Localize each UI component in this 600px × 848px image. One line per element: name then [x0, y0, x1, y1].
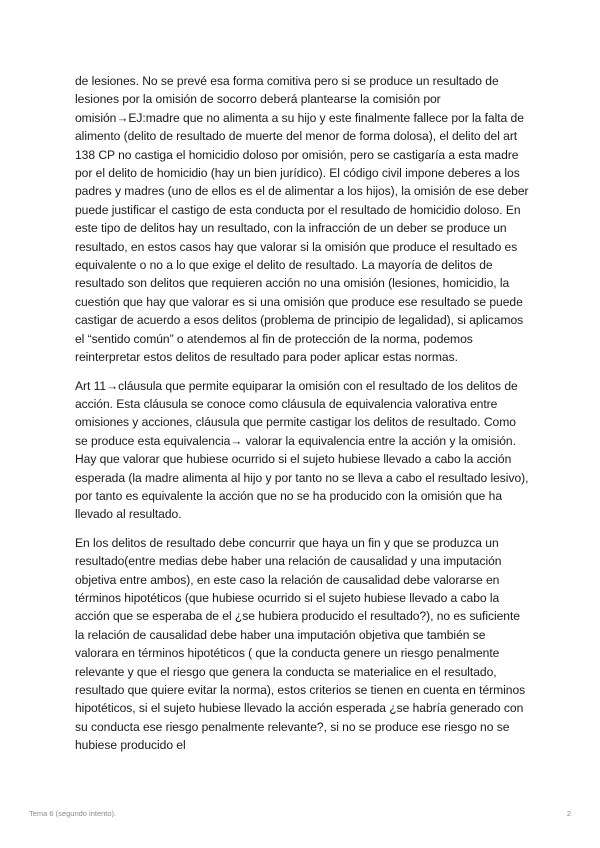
- paragraph: Art 11→cláusula que permite equiparar la omisión con el resultado de los delitos de acción. Esta cláusula se conoce como cláusula de equivalencia valorativa entre omisiones y acciones, cláusula que permite castigar los delitos de resultado. Como se produce esta equivalencia→ valorar la equivalencia entre la acción y la omisión. Hay que valorar que hubiese ocurrido si el sujeto hubiese llevado a cabo la acción esperada (la madre alimenta al hijo y por tanto no se lleva a cabo el resultado lesivo), por tanto es equivalente la acción que no se ha producido con la omisión que ha llevado al resultado.: [75, 378, 529, 522]
- footer-document-title: Tema 6 (segundo intento).: [29, 809, 117, 818]
- paragraph: En los delitos de resultado debe concurrir que haya un fin y que se produzca un resultado(entre medias debe haber una relación de causalidad y una imputación objetiva entre ambos), en este caso la relación de causalidad debe valorarse en términos hipotéticos (que hubiese ocurrido si el sujeto hubiese llevado a cabo la acción que se esperaba de el ¿se hubiera producido el resultado?), no es suficiente la relación de causalidad debe haber una imputación objetiva que también se valorara en términos hipotéticos ( que la conducta genere un riesgo penalmente relevante y que el riesgo que genera la conducta se materialice en el resultado, resultado que quiere evitar la norma), estos criterios se tienen en cuenta en términos hipotéticos, si el sujeto hubiese llevado la acción esperada ¿se habría generado con su conducta ese riesgo penalmente relevante?, si no se produce ese riesgo no se hubiese producido el: [75, 535, 526, 753]
- page-footer: [29, 809, 571, 818]
- page-number: 2: [566, 809, 571, 818]
- paragraph: de lesiones. No se prevé esa forma comitiva pero si se produce un resultado de lesiones por la omisión de socorro deberá plantearse la comisión por omisión→EJ:madre que no alimenta a su hijo y este finalmente fallece por la falta de alimento (delito de resultado de muerte del menor de forma dolosa), el delito del art 138 CP no castiga el homicidio doloso por omisión, pero se castigaría a esta madre por el delito de homicidio (hay un bien jurídico). El código civil impone deberes a los padres y madres (uno de ellos es el de alimentar a los hijos), la omisión de ese deber puede justificar el castigo de esta conducta por el resultado de homicidio doloso. En este tipo de delitos hay un resultado, con la infracción de un deber se produce un resultado, en estos casos hay que valorar si la omisión que produce el resultado es equivalente o no a lo que exige el delito de resultado. La mayoría de delitos de resultado son delitos que requieren acción no una omisión (lesiones, homicidio, la cuestión que hay que valorar es si una omisión que produce ese resultado se puede castigar de acuerdo a esos delitos (problema de principio de legalidad), si aplicamos el “sentido común” o atendemos al fin de protección de la norma, podemos reinterpretar estos delitos de resultado para poder aplicar estas normas.: [75, 74, 529, 365]
- document-body: [75, 72, 531, 765]
